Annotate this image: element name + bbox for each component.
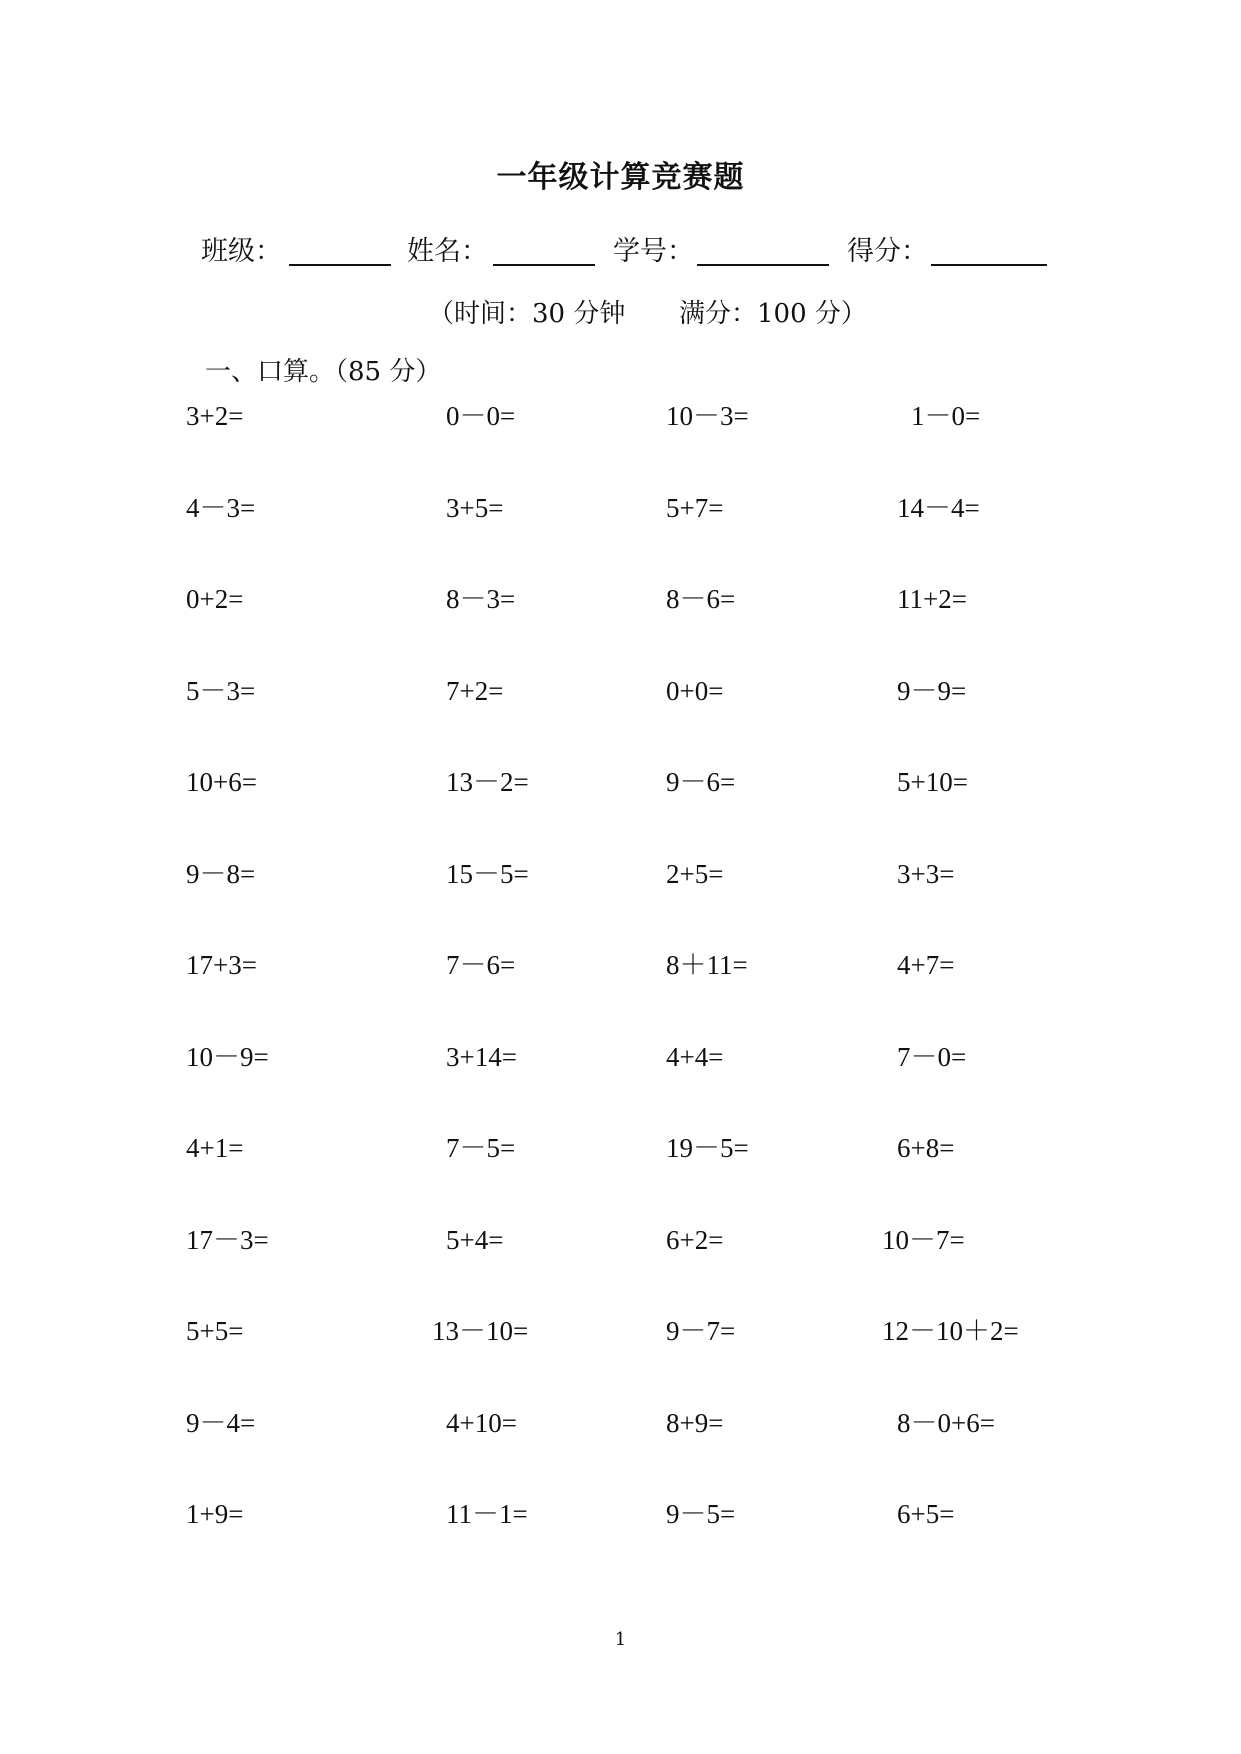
problem-r10-c4: 10－7=	[882, 1225, 965, 1255]
problem-r4-c3: 0+0=	[666, 676, 724, 706]
problem-r5-c2: 13－2=	[446, 767, 529, 797]
problem-r2-c3: 5+7=	[666, 493, 724, 523]
name-blank[interactable]	[493, 264, 595, 266]
problem-r13-c1: 1+9=	[186, 1499, 244, 1529]
problem-r11-c4: 12－10＋2=	[882, 1316, 1019, 1346]
problem-r5-c3: 9－6=	[666, 767, 736, 797]
score-blank[interactable]	[931, 264, 1047, 266]
problem-r11-c3: 9－7=	[666, 1316, 736, 1346]
name-label: 姓名：	[407, 236, 488, 267]
problem-r3-c2: 8－3=	[446, 584, 516, 614]
problem-r10-c1: 17－3=	[186, 1225, 269, 1255]
problem-r3-c1: 0+2=	[186, 584, 244, 614]
problem-r10-c3: 6+2=	[666, 1225, 724, 1255]
page-title: 一年级计算竞赛题	[496, 160, 745, 195]
problem-r12-c1: 9－4=	[186, 1408, 256, 1438]
problem-r13-c3: 9－5=	[666, 1499, 736, 1529]
problem-r7-c3: 8＋11=	[666, 950, 748, 980]
problem-r1-c4: 1－0=	[911, 401, 981, 431]
problem-r5-c4: 5+10=	[897, 767, 968, 797]
problem-r6-c2: 15－5=	[446, 859, 529, 889]
problem-r6-c1: 9－8=	[186, 859, 256, 889]
problem-r8-c1: 10－9=	[186, 1042, 269, 1072]
problem-r2-c1: 4－3=	[186, 493, 256, 523]
problem-r13-c2: 11－1=	[446, 1499, 528, 1529]
page-number: 1	[614, 1629, 627, 1650]
problem-r5-c1: 10+6=	[186, 767, 257, 797]
problem-r12-c3: 8+9=	[666, 1408, 724, 1438]
problem-r8-c3: 4+4=	[666, 1042, 724, 1072]
class-blank[interactable]	[289, 264, 391, 266]
problem-r9-c1: 4+1=	[186, 1133, 244, 1163]
problem-r4-c1: 5－3=	[186, 676, 256, 706]
problem-r7-c1: 17+3=	[186, 950, 257, 980]
problem-r8-c4: 7－0=	[897, 1042, 967, 1072]
problem-r4-c4: 9－9=	[897, 676, 967, 706]
problem-r3-c3: 8－6=	[666, 584, 736, 614]
problem-r2-c2: 3+5=	[446, 493, 504, 523]
time-note: （时间：30 分钟	[428, 299, 626, 329]
problem-r6-c4: 3+3=	[897, 859, 955, 889]
problem-r7-c4: 4+7=	[897, 950, 955, 980]
section-title: 一、口算。（85 分）	[205, 357, 442, 387]
problem-r1-c3: 10－3=	[666, 401, 749, 431]
exam-info	[0, 294, 1241, 334]
problem-r9-c2: 7－5=	[446, 1133, 516, 1163]
problem-r9-c3: 19－5=	[666, 1133, 749, 1163]
problem-r1-c2: 0－0=	[446, 401, 516, 431]
problem-r10-c2: 5+4=	[446, 1225, 504, 1255]
problem-r7-c2: 7－6=	[446, 950, 516, 980]
problem-r12-c2: 4+10=	[446, 1408, 517, 1438]
problem-r3-c4: 11+2=	[897, 584, 967, 614]
problem-r2-c4: 14－4=	[897, 493, 980, 523]
problem-r11-c2: 13－10=	[432, 1316, 529, 1346]
problem-r6-c3: 2+5=	[666, 859, 724, 889]
problem-r12-c4: 8－0+6=	[897, 1408, 995, 1438]
problem-r13-c4: 6+5=	[897, 1499, 955, 1529]
problem-r11-c1: 5+5=	[186, 1316, 244, 1346]
class-label: 班级：	[201, 236, 282, 267]
problem-r8-c2: 3+14=	[446, 1042, 517, 1072]
student-id-blank[interactable]	[697, 264, 829, 266]
problem-r1-c1: 3+2=	[186, 401, 244, 431]
problem-r9-c4: 6+8=	[897, 1133, 955, 1163]
score-note: 满分：100 分）	[679, 299, 867, 329]
problem-r4-c2: 7+2=	[446, 676, 504, 706]
student-id-label: 学号：	[613, 236, 694, 267]
score-label: 得分：	[847, 236, 928, 267]
